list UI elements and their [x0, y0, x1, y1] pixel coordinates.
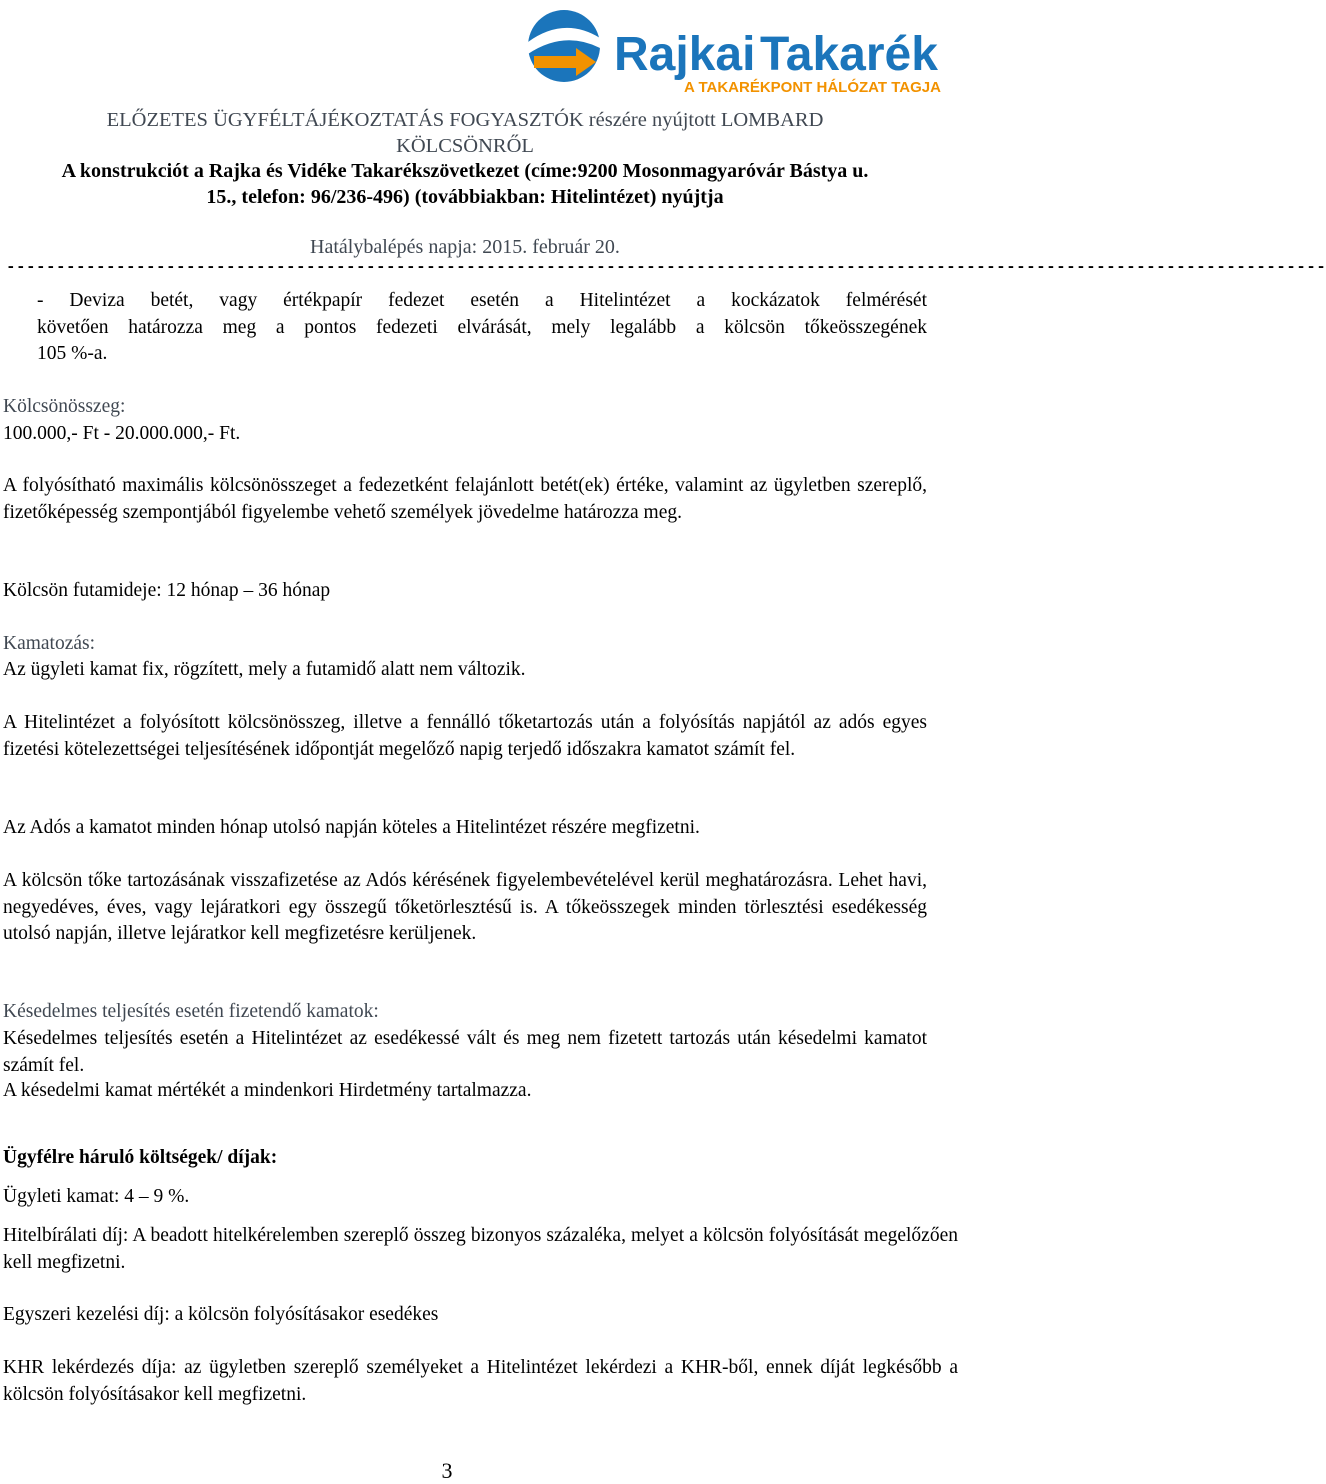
logo-arrow-icon	[524, 8, 939, 98]
assessment-fee-paragraph: Hitelbírálati díj: A beadott hitelkérelemben szereplő összeg bizonyos százaléka, melyet a kölcsön folyósítását megelőzően kell megfizetni.	[3, 1225, 958, 1273]
provider-line-2: 15., telefon: 96/236-496) (továbbiakban: Hitelintézet) nyújtja	[206, 186, 724, 208]
collateral-bullet-line-1: - Deviza betét, vagy értékpapír fedezet esetén a Hitelintézet a kockázatok felmérését	[37, 290, 927, 311]
late-interest-rate: A késedelmi kamat mértékét a mindenkori Hirdetmény tartalmazza.	[3, 1080, 532, 1101]
handling-fee: Egyszeri kezelési díj: a kölcsön folyósításakor esedékes	[3, 1304, 439, 1325]
page-number: 3	[441, 1458, 453, 1483]
collateral-bullet-line-3: 105 %-a.	[37, 343, 108, 364]
provider-line-1: A konstrukciót a Rajka és Vidéke Takarékszövetkezet (címe:9200 Mosonmagyaróvár Bástya u.	[61, 160, 869, 182]
khr-fee-paragraph: KHR lekérdezés díja: az ügyletben szereplő személyeket a Hitelintézet lekérdezi a KHR-ből, ennek díját legkésőbb a kölcsön folyósításakor kell megfizetni.	[3, 1357, 958, 1405]
interest-payment-paragraph: Az Adós a kamatot minden hónap utolsó napján köteles a Hitelintézet részére megfizetni.	[3, 817, 700, 838]
interest-text: Az ügyleti kamat fix, rögzített, mely a futamidő alatt nem változik.	[3, 659, 526, 680]
max-amount-paragraph: A folyósítható maximális kölcsönösszeget a fedezetként felajánlott betét(ek) értéke, valamint az ügyletben szereplő, fizetőképesség szempontjából figyelembe vehető személyek jövedelme határozza meg.	[3, 475, 927, 523]
costs-heading: Ügyfélre háruló költségek/ díjak:	[3, 1147, 278, 1168]
collateral-bullet-line-2: követően határozza meg a pontos fedezeti elvárását, mely legalább a kölcsön tőkeösszegének	[37, 317, 927, 338]
interest-calculation-paragraph: A Hitelintézet a folyósított kölcsönösszeg, illetve a fennálló tőketartozás után a folyósítás napjától az adós egyes fizetési kötelezettségei teljesítésének időpontját megelőző napig terjedő időszakra kamatot számít fel.	[3, 712, 927, 760]
effective-date: Hatálybalépés napja: 2015. február 20.	[310, 236, 620, 258]
late-interest-text: Késedelmes teljesítés esetén a Hitelintézet az esedékessé vált és meg nem fizetett tartozás után késedelmi kamatot számít fel.	[3, 1028, 927, 1076]
repayment-paragraph: A kölcsön tőke tartozásának visszafizetése az Adós kérésének figyelembevételével kerül meghatározásra. Lehet havi, negyedéves, éves, vagy lejáratkori egy összegű tőketörlesztésű is. A tőkeösszegek minden törlesztési esedékesség utolsó napján, illetve lejáratkor kell megfizetésre kerüljenek.	[3, 870, 927, 944]
title-line-1: ELŐZETES ÜGYFÉLTÁJÉKOZTATÁS FOGYASZTÓK részére nyújtott LOMBARD	[106, 109, 824, 131]
provider-statement	[0, 158, 930, 210]
logo-name-part2: Takarék	[760, 28, 938, 81]
loan-amount-label: Kölcsönösszeg:	[3, 396, 126, 417]
loan-amount-value: 100.000,- Ft - 20.000.000,- Ft.	[3, 423, 241, 444]
logo-tagline: A TAKARÉKPONT HÁLÓZAT TAGJA	[684, 79, 941, 96]
title-line-2: KÖLCSÖNRŐL	[396, 135, 534, 157]
logo-name-part1: Rajkai	[614, 28, 756, 81]
interest-label: Kamatozás:	[3, 633, 96, 654]
bank-logo	[524, 8, 939, 98]
late-interest-label: Késedelmes teljesítés esetén fizetendő kamatok:	[3, 1001, 379, 1022]
interest-rate: Ügyleti kamat: 4 – 9 %.	[3, 1186, 190, 1207]
separator-line: ------------------------------------------------------------------------------------------------------------------------------------	[6, 258, 1326, 276]
loan-term: Kölcsön futamideje: 12 hónap – 36 hónap	[3, 580, 331, 601]
document-title	[0, 107, 930, 159]
